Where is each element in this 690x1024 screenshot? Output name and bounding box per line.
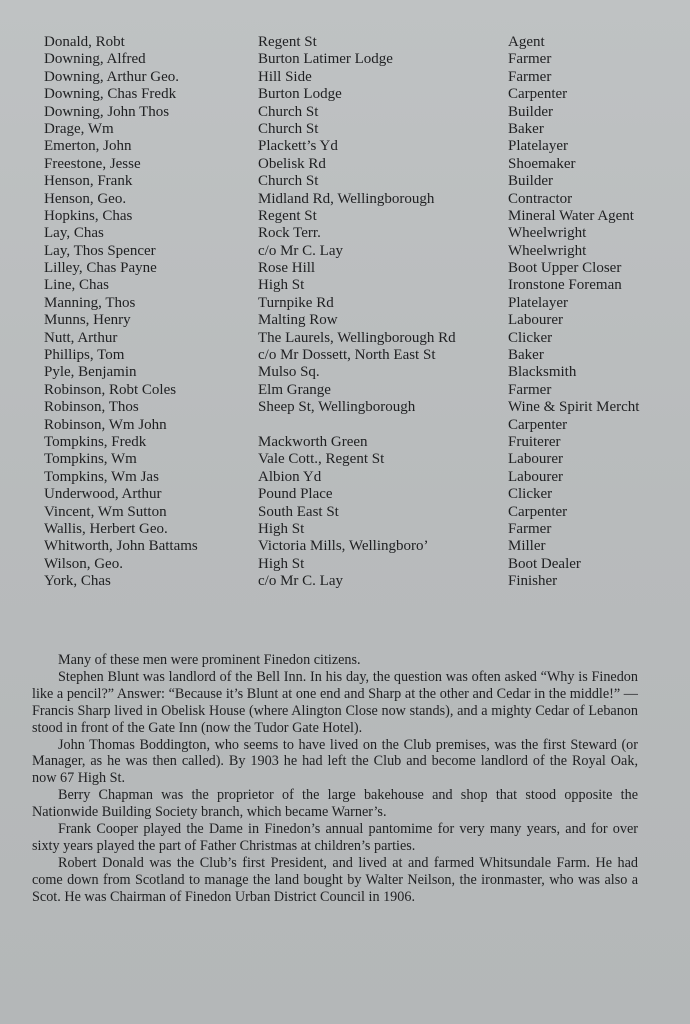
member-name: Freestone, Jesse xyxy=(44,155,141,172)
member-occupation: Farmer xyxy=(508,520,552,537)
member-occupation: Labourer xyxy=(508,451,563,468)
member-occupation: Contractor xyxy=(508,190,573,207)
member-name: Robinson, Thos xyxy=(44,399,139,416)
roster-row xyxy=(44,364,684,381)
member-occupation: Clicker xyxy=(508,329,553,346)
roster-row xyxy=(44,138,684,155)
member-address xyxy=(258,417,508,434)
roster-row xyxy=(44,434,684,451)
member-address: Midland Rd, Wellingborough xyxy=(258,190,435,207)
member-name: Robinson, Robt Coles xyxy=(44,381,177,398)
member-address: Obelisk Rd xyxy=(258,155,326,172)
roster-row xyxy=(44,173,684,190)
member-name: Hopkins, Chas xyxy=(44,207,133,224)
member-occupation: Farmer xyxy=(508,51,552,68)
member-address: South East St xyxy=(258,503,339,520)
member-name: Drage, Wm xyxy=(44,120,114,137)
member-name: Tompkins, Fredk xyxy=(44,433,147,450)
member-address: Malting Row xyxy=(258,312,338,329)
member-occupation: Builder xyxy=(508,173,553,190)
member-occupation: Wine & Spirit Mercht xyxy=(508,399,640,416)
roster-row xyxy=(44,469,684,486)
member-occupation: Platelayer xyxy=(508,138,568,155)
member-address: Vale Cott., Regent St xyxy=(258,451,385,468)
member-name: Wilson, Geo. xyxy=(44,555,123,572)
member-occupation: Carpenter xyxy=(508,503,568,520)
member-address: Albion Yd xyxy=(258,468,322,485)
member-address: Rose Hill xyxy=(258,260,316,277)
member-occupation: Labourer xyxy=(508,312,563,329)
member-address: Mulso Sq. xyxy=(258,364,320,381)
note-paragraph: John Thomas Boddington, who seems to have lived on the Club premises, was the first Steward (or Manager, as he was then called). By 1903 he had left the Club and become landlord of the Royal Oak, now 67 High St. xyxy=(32,736,638,787)
roster-row xyxy=(44,417,684,434)
member-address: Regent St xyxy=(258,34,317,50)
member-name: Tompkins, Wm xyxy=(44,451,137,468)
member-address: Burton Latimer Lodge xyxy=(258,51,393,68)
member-name: Pyle, Benjamin xyxy=(44,364,137,381)
roster-row xyxy=(44,208,684,225)
roster-row xyxy=(44,277,684,294)
roster-row xyxy=(44,121,684,138)
member-occupation: Boot Upper Closer xyxy=(508,260,622,277)
note-paragraph: Frank Cooper played the Dame in Finedon’s annual pantomime for very many years, and for over sixty years played the part of Father Christmas at children’s parties. xyxy=(32,821,638,854)
roster-row xyxy=(44,399,684,416)
roster-row xyxy=(44,382,684,399)
member-occupation: Platelayer xyxy=(508,294,568,311)
member-address: High St xyxy=(258,277,305,294)
note-paragraph: Berry Chapman was the proprietor of the large bakehouse and shop that stood opposite the Nationwide Building Society branch, which became Warner’s. xyxy=(32,787,638,821)
member-name: Wallis, Herbert Geo. xyxy=(44,520,168,537)
member-occupation: Wheelwright xyxy=(508,242,587,259)
member-name: Vincent, Wm Sutton xyxy=(44,503,167,520)
member-address: Elm Grange xyxy=(258,381,331,398)
member-name: Robinson, Wm John xyxy=(44,416,167,433)
member-occupation: Builder xyxy=(508,103,553,120)
roster-row xyxy=(44,86,684,103)
member-occupation: Agent xyxy=(508,34,545,50)
member-occupation: Farmer xyxy=(508,381,552,398)
member-occupation: Boot Dealer xyxy=(508,555,581,572)
member-address: Mackworth Green xyxy=(258,433,368,450)
member-name: Underwood, Arthur xyxy=(44,486,162,503)
member-name: Line, Chas xyxy=(44,277,109,294)
member-address: Plackett’s Yd xyxy=(258,138,338,155)
member-address: c/o Mr Dossett, North East St xyxy=(258,347,436,364)
roster-row xyxy=(44,34,684,51)
member-occupation: Shoemaker xyxy=(508,155,576,172)
member-address: Sheep St, Wellingborough xyxy=(258,399,416,416)
member-occupation: Carpenter xyxy=(508,416,568,433)
note-paragraph: Many of these men were prominent Finedon citizens. xyxy=(58,652,361,668)
member-name: Henson, Frank xyxy=(44,173,133,190)
member-address: High St xyxy=(258,555,305,572)
member-address: Turnpike Rd xyxy=(258,294,334,311)
roster-row xyxy=(44,295,684,312)
member-occupation: Baker xyxy=(508,347,544,364)
roster-row xyxy=(44,312,684,329)
roster-row xyxy=(44,243,684,260)
member-name: Munns, Henry xyxy=(44,312,131,329)
member-address: Church St xyxy=(258,120,319,137)
member-address: Pound Place xyxy=(258,486,333,503)
roster-row xyxy=(44,225,684,242)
member-name: Lay, Chas xyxy=(44,225,104,242)
member-occupation: Blacksmith xyxy=(508,364,577,381)
member-name: Nutt, Arthur xyxy=(44,329,118,346)
roster-row xyxy=(44,486,684,503)
roster-row xyxy=(44,156,684,173)
member-name: Downing, Arthur Geo. xyxy=(44,68,179,85)
member-occupation: Labourer xyxy=(508,468,563,485)
roster-row xyxy=(44,573,684,590)
member-address: c/o Mr C. Lay xyxy=(258,573,343,590)
member-occupation: Mineral Water Agent xyxy=(508,207,634,224)
roster-row xyxy=(44,504,684,521)
member-occupation: Clicker xyxy=(508,486,553,503)
member-name: Whitworth, John Battams xyxy=(44,538,198,555)
member-address: Burton Lodge xyxy=(258,86,342,103)
member-name: Lay, Thos Spencer xyxy=(44,242,156,259)
member-name: York, Chas xyxy=(44,573,111,590)
member-name: Henson, Geo. xyxy=(44,190,127,207)
member-address: Church St xyxy=(258,103,319,120)
member-name: Downing, Alfred xyxy=(44,51,146,68)
member-occupation: Farmer xyxy=(508,68,552,85)
member-address: c/o Mr C. Lay xyxy=(258,242,343,259)
roster-row xyxy=(44,556,684,573)
member-occupation: Wheelwright xyxy=(508,225,587,242)
member-address: Victoria Mills, Wellingboro’ xyxy=(258,538,429,555)
roster-row xyxy=(44,330,684,347)
member-address: The Laurels, Wellingborough Rd xyxy=(258,329,456,346)
member-name: Manning, Thos xyxy=(44,294,136,311)
member-name: Downing, Chas Fredk xyxy=(44,86,177,103)
member-name: Donald, Robt xyxy=(44,34,125,50)
note-paragraph: Robert Donald was the Club’s first President, and lived at and farmed Whitsundale Farm. He had come down from Scotland to manage the land bought by Walter Neilson, the ironmaster, who was also a Scot. He was Chairman of Finedon Urban District Council in 1906. xyxy=(32,854,638,905)
member-occupation: Finisher xyxy=(508,573,558,590)
roster-row xyxy=(44,69,684,86)
member-name: Lilley, Chas Payne xyxy=(44,260,157,277)
member-name: Phillips, Tom xyxy=(44,347,125,364)
notes-section xyxy=(32,652,638,906)
roster-row xyxy=(44,538,684,555)
member-address: Regent St xyxy=(258,207,317,224)
roster-row xyxy=(44,260,684,277)
note-paragraph: Stephen Blunt was landlord of the Bell Inn. In his day, the question was often asked “Why is Finedon like a pencil?” Answer: “Because it’s Blunt at one end and Sharp at the other and Cedar in the middle!” — Francis Sharp lived in Obelisk House (where Alington Close now stands), and a mighty Cedar of Lebanon stood in front of the Gate Inn (now the Tudor Gate Hotel). xyxy=(32,668,638,736)
member-occupation: Baker xyxy=(508,120,544,137)
roster-row xyxy=(44,51,684,68)
member-name: Emerton, John xyxy=(44,138,132,155)
member-address: High St xyxy=(258,520,305,537)
roster-row xyxy=(44,191,684,208)
member-occupation: Miller xyxy=(508,538,546,555)
member-roster xyxy=(44,34,684,591)
member-address: Rock Terr. xyxy=(258,225,321,242)
roster-row xyxy=(44,104,684,121)
member-address: Church St xyxy=(258,173,319,190)
roster-row xyxy=(44,347,684,364)
member-occupation: Fruiterer xyxy=(508,433,561,450)
member-name: Tompkins, Wm Jas xyxy=(44,468,159,485)
member-name: Downing, John Thos xyxy=(44,103,170,120)
roster-row xyxy=(44,451,684,468)
member-occupation: Ironstone Foreman xyxy=(508,277,622,294)
member-occupation: Carpenter xyxy=(508,86,568,103)
roster-row xyxy=(44,521,684,538)
member-address: Hill Side xyxy=(258,68,312,85)
